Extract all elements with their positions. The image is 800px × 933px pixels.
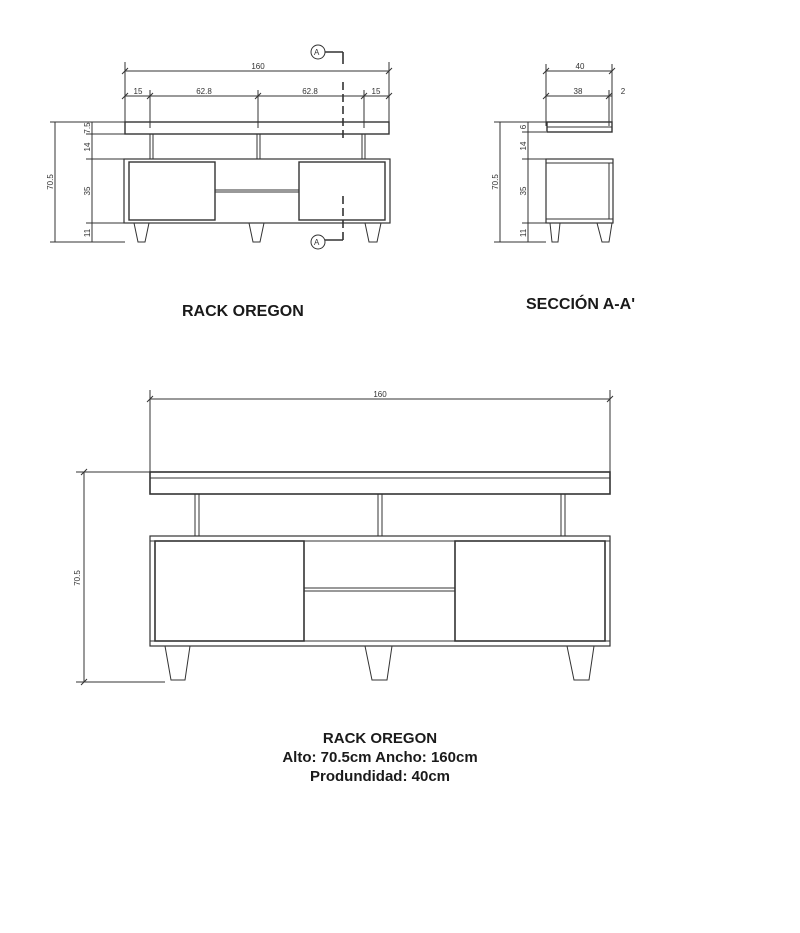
dim-side-right: 15: [371, 87, 381, 96]
dim-legs-height: 11: [83, 228, 92, 238]
dim-section-inner-depth: 38: [573, 87, 583, 96]
svg-text:A: A: [314, 238, 320, 247]
dim-section-depth: 40: [575, 62, 585, 71]
svg-text:A: A: [314, 48, 320, 57]
dim-section-legs: 11: [519, 228, 528, 238]
dimension-ticks: [81, 68, 615, 685]
elevation-title: RACK OREGON: [182, 303, 304, 320]
section-title: SECCIÓN A-A': [526, 296, 635, 313]
dim-section-gap: 14: [519, 141, 528, 151]
section-marker-top: [311, 45, 325, 59]
section-marker-bottom: [311, 235, 325, 249]
dim-section-body: 35: [519, 186, 528, 196]
caption-dimensions: Alto: 70.5cm Ancho: 160cm: [282, 749, 478, 766]
dim-bay-right: 62.8: [302, 87, 318, 96]
dim-front-height: 70.5: [73, 570, 82, 586]
dim-section-overall-height: 70.5: [491, 174, 500, 190]
product-caption: [250, 729, 510, 786]
dim-section-top-board: 6: [519, 124, 528, 130]
caption-depth: Produndidad: 40cm: [309, 768, 451, 785]
dim-overall-width: 160: [251, 62, 265, 71]
dim-section-offset: 2: [620, 87, 626, 96]
dim-bay-left: 62.8: [196, 87, 212, 96]
dim-front-width: 160: [373, 390, 387, 399]
front-view-drawing: [76, 390, 610, 682]
dim-overall-height-truncated: 70.5: [46, 174, 55, 190]
dim-body-height: 35: [83, 186, 92, 196]
dim-top-board-height: 7.5: [83, 122, 92, 134]
section-drawing: [494, 64, 613, 242]
dim-gap-height: 14: [83, 142, 92, 152]
elevation-drawing: [50, 52, 390, 242]
dim-side-left: 15: [133, 87, 143, 96]
caption-name: RACK OREGON: [322, 730, 438, 747]
